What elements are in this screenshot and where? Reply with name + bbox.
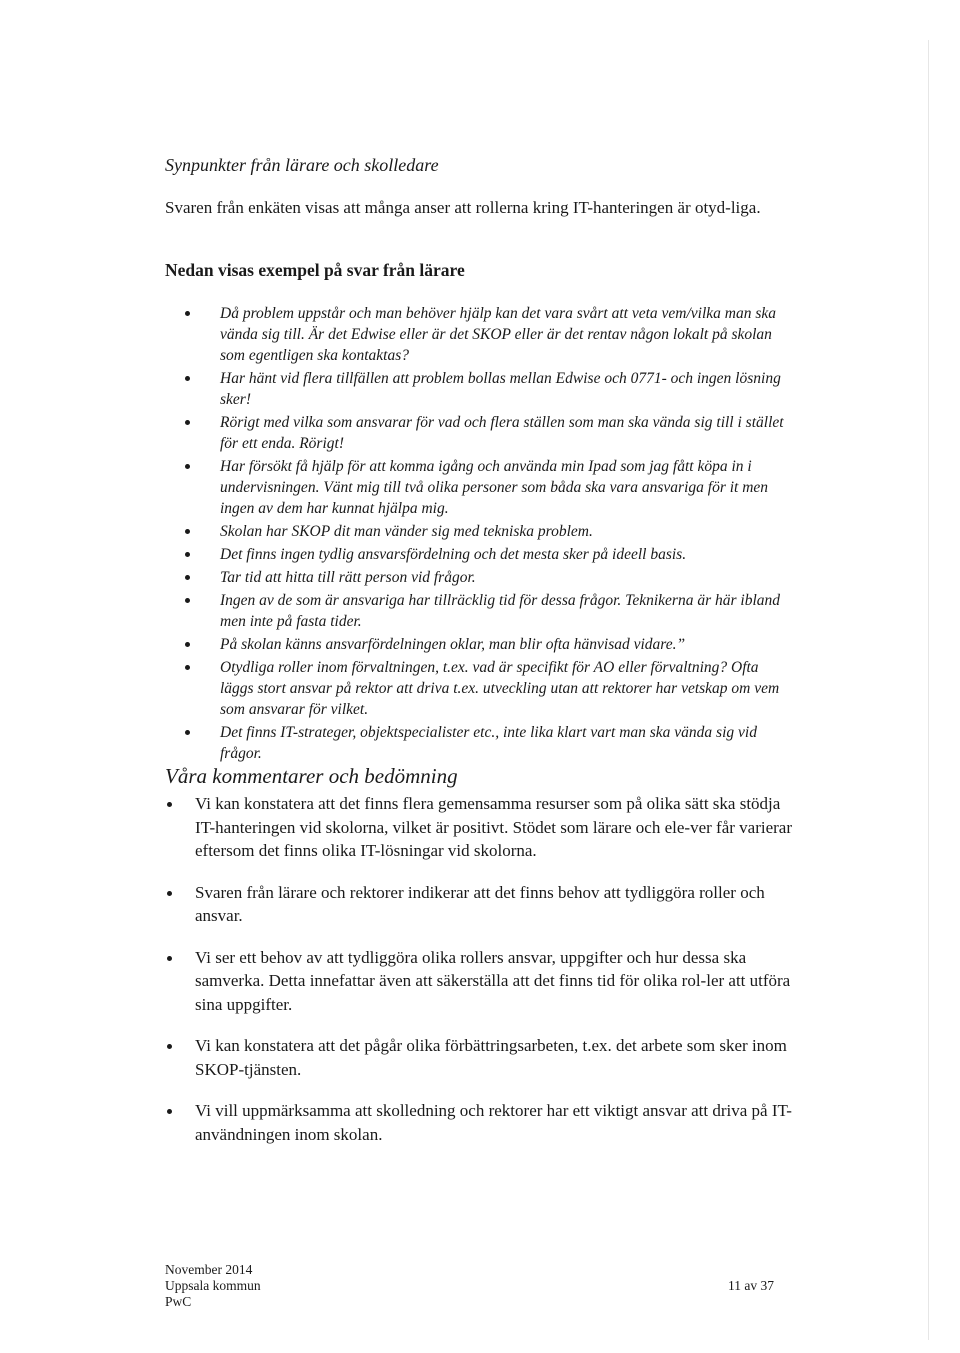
- bullet-icon: [185, 529, 190, 534]
- page-number: 11 av 37: [728, 1278, 774, 1293]
- bullet-icon: [167, 956, 172, 961]
- bullet-icon: [185, 376, 190, 381]
- quote-item: [185, 590, 795, 632]
- quote-item: [185, 657, 795, 720]
- quote-text: Det finns IT-strateger, objektspecialister etc., inte lika klart vart man ska vända sig vid frågor.: [220, 724, 757, 762]
- comments-list: [165, 792, 795, 1164]
- quote-text: På skolan känns ansvarfördelningen oklar, man blir ofta hänvisad vidare.”: [220, 636, 686, 653]
- quote-item: [185, 544, 795, 565]
- footer-date: November 2014: [165, 1262, 253, 1277]
- teacher-quotes-list: [185, 303, 795, 766]
- quote-item: [185, 567, 795, 588]
- quote-text: Otydliga roller inom förvaltningen, t.ex. vad är specifikt för AO eller förvaltning? Ofta läggs stort ansvar på rektor att driva t.ex. utveckling utan att rektorer har vetskap om vem som ansvarar för vilket.: [220, 659, 780, 718]
- bullet-icon: [185, 464, 190, 469]
- bullet-icon: [167, 1109, 172, 1114]
- comment-text: Vi vill uppmärksamma att skolledning och rektorer har ett viktigt ansvar att driva på IT-användningen inom skolan.: [195, 1101, 792, 1144]
- quote-item: [185, 456, 795, 519]
- bullet-icon: [185, 311, 190, 316]
- footer-organization: Uppsala kommun: [165, 1278, 261, 1293]
- section-title: Synpunkter från lärare och skolledare: [165, 155, 439, 175]
- quote-item: [185, 368, 795, 410]
- comments-heading: Våra kommentarer och bedömning: [165, 764, 458, 788]
- comment-item: [165, 792, 795, 863]
- quote-item: [185, 303, 795, 366]
- bullet-icon: [185, 552, 190, 557]
- quote-text: Har hänt vid flera tillfällen att problem bollas mellan Edwise och 0771- och ingen lösning sker!: [220, 370, 781, 408]
- intro-paragraph: Svaren från enkäten visas att många anser att rollerna kring IT-hanteringen är otyd-liga.: [165, 198, 761, 217]
- footer: [165, 1262, 261, 1310]
- quote-text: Tar tid att hitta till rätt person vid frågor.: [220, 569, 476, 586]
- comment-text: Vi ser ett behov av att tydliggöra olika rollers ansvar, uppgifter och hur dessa ska samverka. Detta innefattar även att säkerställa att det finns tid för olika rol-ler att utföra sina uppgifter.: [195, 947, 791, 1014]
- comment-text: Svaren från lärare och rektorer indikerar att det finns behov att tydliggöra roller och ansvar.: [195, 882, 765, 925]
- comment-item: [165, 881, 795, 928]
- page-edge-line: [928, 40, 929, 1340]
- bullet-icon: [185, 665, 190, 670]
- quote-item: [185, 412, 795, 454]
- bullet-icon: [185, 575, 190, 580]
- comment-text: Vi kan konstatera att det finns flera gemensamma resurser som på olika sätt ska stödja IT-hanteringen vid skolorna, vilket är positivt. Stödet som lärare och ele-ver får varierar eftersom det finns olika IT-lösningar vid skolorna.: [195, 794, 792, 860]
- quotes-subheading: Nedan visas exempel på svar från lärare: [165, 260, 465, 280]
- quote-item: [185, 521, 795, 542]
- bullet-icon: [185, 598, 190, 603]
- quote-text: Rörigt med vilka som ansvarar för vad och flera ställen som man ska vända sig till i stället för ett enda. Rörigt!: [220, 414, 784, 452]
- comment-item: [165, 1099, 795, 1146]
- quote-text: Ingen av de som är ansvariga har tillräcklig tid för dessa frågor. Teknikerna är här ibland men inte på fasta tider.: [220, 592, 780, 630]
- quote-item: [185, 722, 795, 764]
- quote-text: Det finns ingen tydlig ansvarsfördelning och det mesta sker på ideell basis.: [220, 546, 687, 563]
- bullet-icon: [167, 1044, 172, 1049]
- comment-item: [165, 1034, 795, 1081]
- comment-text: Vi kan konstatera att det pågår olika förbättringsarbeten, t.ex. det arbete som sker inom SKOP-tjänsten.: [195, 1036, 787, 1079]
- bullet-icon: [185, 642, 190, 647]
- quote-text: Har försökt få hjälp för att komma igång och använda min Ipad som jag fått köpa in i undervisningen. Vänt mig till två olika personer som båda ska vara ansvariga för it men ingen av dem har kunnat hjälpa mig.: [220, 458, 769, 517]
- quote-item: [185, 634, 795, 655]
- bullet-icon: [167, 802, 172, 807]
- comment-item: [165, 946, 795, 1017]
- bullet-icon: [185, 730, 190, 735]
- bullet-icon: [185, 420, 190, 425]
- bullet-icon: [167, 891, 172, 896]
- footer-firm: PwC: [165, 1294, 192, 1309]
- quote-text: Skolan har SKOP dit man vänder sig med tekniska problem.: [220, 523, 593, 540]
- quote-text: Då problem uppstår och man behöver hjälp kan det vara svårt att veta vem/vilka man ska vända sig till. Är det Edwise eller är det SKOP eller är det rentav någon lokalt på skolan som egentligen ska kontaktas?: [220, 305, 777, 364]
